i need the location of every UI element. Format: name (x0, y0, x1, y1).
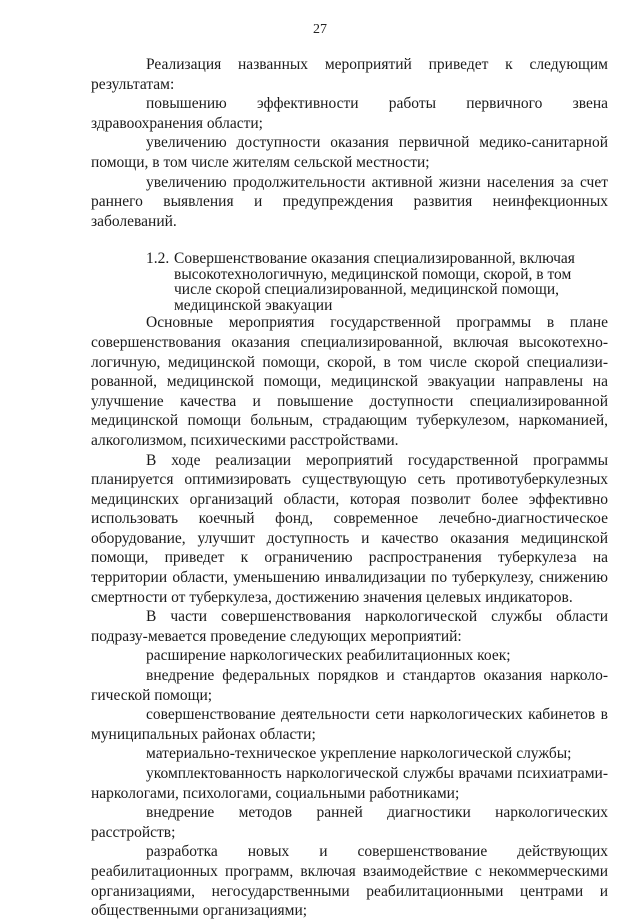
list-item: расширение наркологических реабилитационных коек; (146, 647, 511, 665)
paragraph: Основные мероприятия государственной программы в плане совершенствования оказания специализированной, включая высокотехно-логичную, медицинской помощи, скорой, в том числе скорой специализи-рованной, медицинской помощи, медицинской эвакуации направлены на улучшение качества и повышение доступности специализированной медицинской помощи больным, страдающим туберкулезом, наркоманией, алкоголизмом, психическими расстройствами. (91, 314, 608, 449)
paragraph: В ходе реализации мероприятий государственной программы планируется оптимизировать существующую сеть противотуберкулезных медицинских организаций области, которая позволит более эффективно использовать коечный фонд, современное лечебно-диагностическое оборудование, улучшит доступность и качество оказания медицинской помощи, приведет к ограничению распространения туберкулеза на территории области, уменьшению инвалидизации по туберкулезу, снижению смертности от туберкулеза, достижению значения целевых индикаторов. (91, 451, 608, 606)
list-item: внедрение федеральных порядков и стандартов оказания нарколо-гической помощи; (91, 667, 608, 704)
paragraph: Реализация названных мероприятий приведет к следующим результатам: (91, 56, 608, 93)
section-heading (146, 251, 608, 313)
list-item: внедрение методов ранней диагностики наркологических расстройств; (91, 804, 608, 841)
paragraph: В части совершенствования наркологической службы области подразу-мевается проведение следующих мероприятий: (91, 608, 608, 645)
paragraph: увеличению продолжительности активной жизни населения за счет раннего выявления и предупреждения развития неинфекционных заболеваний. (91, 173, 608, 230)
section-title: Совершенствование оказания специализированной, включая высокотехнологичную, медицинской помощи, скорой, в том числе скорой специализированной, медицинской помощи, медицинской эвакуации (174, 250, 575, 314)
list-item: разработка новых и совершенствование действующих реабилитационных программ, включая взаимодействие с некоммерческими организациями, негосударственными реабилитационными центрами и общественными организациями; (91, 843, 608, 920)
paragraph: увеличению доступности оказания первичной медико-санитарной помощи, в том числе жителям сельской местности; (91, 134, 608, 171)
page-number: 27 (313, 22, 327, 37)
list-item: совершенствование деятельности сети наркологических кабинетов в муниципальных районах области; (91, 706, 608, 743)
paragraph: повышению эффективности работы первичного звена здравоохранения области; (91, 95, 608, 132)
list-item: укомплектованность наркологической службы врачами психиатрами-наркологами, психологами, социальными работниками; (91, 765, 608, 802)
section-number: 1.2. (146, 250, 170, 268)
list-item: материально-техническое укрепление наркологической службы; (146, 745, 572, 763)
document-body (91, 55, 608, 921)
